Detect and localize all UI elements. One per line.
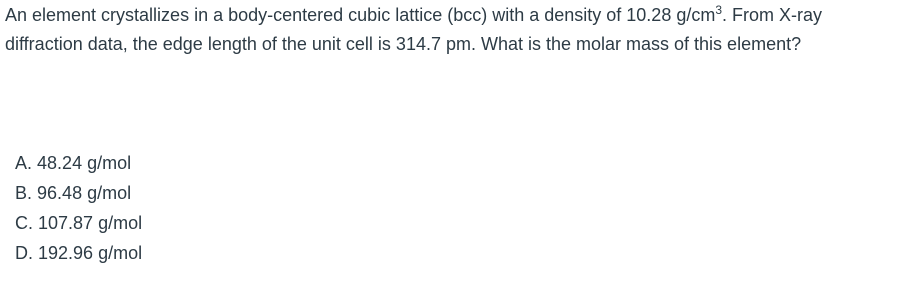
option-c[interactable] bbox=[15, 208, 142, 238]
option-b[interactable] bbox=[15, 178, 142, 208]
option-d[interactable] bbox=[15, 238, 142, 268]
question-text-end: . From X-ray diffraction data, the edge length of the unit cell is 314.7 pm. What is the molar mass of this element? bbox=[5, 5, 823, 54]
option-d-text: 192.96 g/mol bbox=[38, 243, 143, 263]
answer-options bbox=[15, 148, 142, 268]
cubic-superscript: 3 bbox=[715, 3, 723, 17]
option-a[interactable] bbox=[15, 148, 142, 178]
option-d-label: D. bbox=[15, 243, 33, 263]
option-a-text: 48.24 g/mol bbox=[37, 153, 132, 173]
option-b-label: B. bbox=[15, 183, 33, 203]
option-c-label: C. bbox=[15, 213, 33, 233]
option-c-text: 107.87 g/mol bbox=[38, 213, 143, 233]
question-text bbox=[5, 1, 885, 59]
option-a-label: A. bbox=[15, 153, 33, 173]
option-b-text: 96.48 g/mol bbox=[37, 183, 132, 203]
question-text-start: An element crystallizes in a body-centered cubic lattice (bcc) with a density of 10.28 g/cm bbox=[5, 5, 716, 25]
